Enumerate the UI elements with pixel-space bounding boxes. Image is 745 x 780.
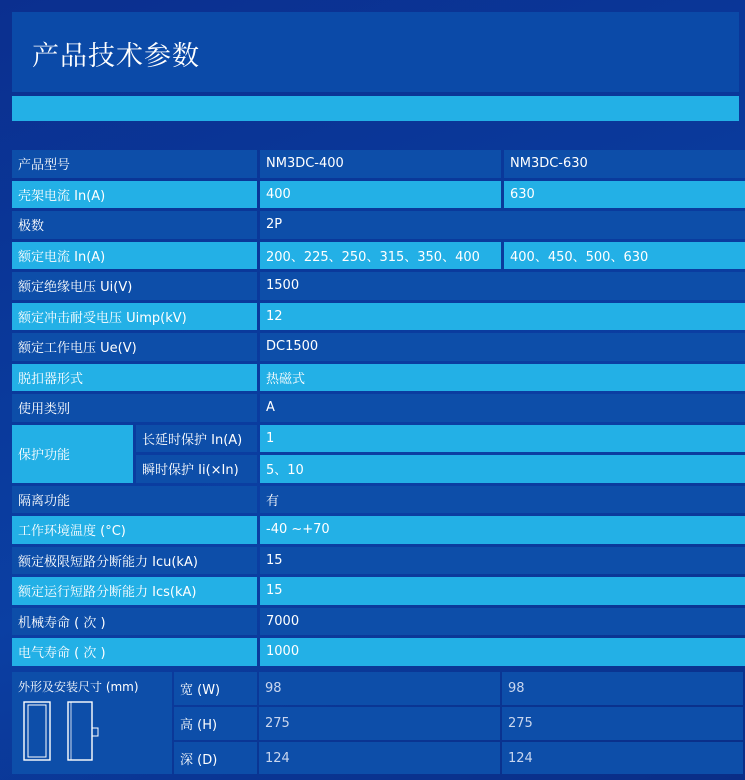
ics-value: 15 [260, 577, 745, 605]
insulation-voltage-value: 1500 [260, 272, 745, 300]
frame-current-b: 630 [504, 181, 745, 209]
protection-label: 保护功能 [12, 425, 133, 483]
height-label: 高 (H) [174, 707, 257, 740]
dimensions-block [12, 672, 739, 776]
category-label: 使用类别 [12, 394, 257, 422]
height-a: 275 [259, 707, 500, 740]
rated-current-b: 400、450、500、630 [504, 242, 745, 270]
depth-a: 124 [259, 742, 500, 774]
long-delay-label: 长延时保护 In(A) [136, 425, 257, 453]
electrical-life-value: 1000 [260, 638, 745, 666]
frame-current-a: 400 [260, 181, 501, 209]
rated-current-label: 额定电流 In(A) [12, 242, 257, 270]
icu-label: 额定极限短路分断能力 Icu(kA) [12, 547, 257, 575]
working-voltage-label: 额定工作电压 Ue(V) [12, 333, 257, 361]
release-type-value: 热磁式 [260, 364, 745, 392]
header-accent-bar [12, 96, 739, 121]
isolation-value: 有 [260, 486, 745, 514]
poles-label: 极数 [12, 211, 257, 239]
working-voltage-value: DC1500 [260, 333, 745, 361]
temperature-value: -40 ~+70 [260, 516, 745, 544]
frame-current-label: 壳架电流 In(A) [12, 181, 257, 209]
dimensions-label-cell [12, 672, 172, 774]
insulation-voltage-label: 额定绝缘电压 Ui(V) [12, 272, 257, 300]
rated-current-a: 200、225、250、315、350、400 [260, 242, 501, 270]
height-b: 275 [502, 707, 743, 740]
dimensions-label: 外形及安装尺寸 (mm) [18, 680, 139, 694]
icu-value: 15 [260, 547, 745, 575]
isolation-label: 隔离功能 [12, 486, 257, 514]
poles-value: 2P [260, 211, 745, 239]
mechanical-life-label: 机械寿命 ( 次 ) [12, 608, 257, 636]
spec-table [12, 150, 739, 666]
long-delay-value: 1 [260, 425, 745, 453]
header-model-a: NM3DC-400 [260, 150, 501, 178]
release-type-label: 脱扣器形式 [12, 364, 257, 392]
electrical-life-label: 电气寿命 ( 次 ) [12, 638, 257, 666]
breaker-outline-icon [22, 700, 102, 764]
header-model-b: NM3DC-630 [504, 150, 745, 178]
instant-label: 瞬时保护 Ii(×In) [136, 455, 257, 483]
depth-b: 124 [502, 742, 743, 774]
category-value: A [260, 394, 745, 422]
instant-value: 5、10 [260, 455, 745, 483]
ics-label: 额定运行短路分断能力 Ics(kA) [12, 577, 257, 605]
impulse-voltage-value: 12 [260, 303, 745, 331]
page-title: 产品技术参数 [32, 41, 200, 72]
header-label: 产品型号 [12, 150, 257, 178]
mechanical-life-value: 7000 [260, 608, 745, 636]
temperature-label: 工作环境温度 (°C) [12, 516, 257, 544]
impulse-voltage-label: 额定冲击耐受电压 Uimp(kV) [12, 303, 257, 331]
title-box [12, 12, 739, 92]
depth-label: 深 (D) [174, 742, 257, 774]
width-label: 宽 (W) [174, 672, 257, 705]
width-b: 98 [502, 672, 743, 705]
width-a: 98 [259, 672, 500, 705]
